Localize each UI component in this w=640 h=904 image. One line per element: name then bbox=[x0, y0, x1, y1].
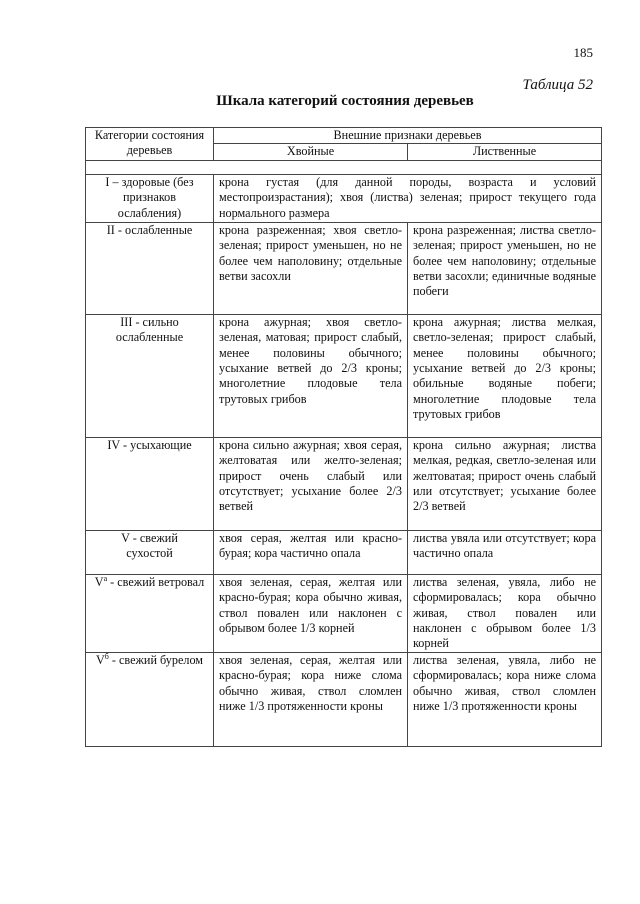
table-row bbox=[86, 574, 602, 652]
table-row bbox=[86, 222, 602, 314]
header-external-signs: Внешние признаки деревьев bbox=[214, 128, 602, 144]
coniferous-cell: хвоя зеленая, серая, желтая или красно-бурая; кора обычно живая, ствол повален или наклонен с обрывом более 1/3 корней bbox=[214, 574, 408, 652]
deciduous-cell: листва увяла или отсутствует; кора частично опала bbox=[408, 530, 602, 574]
category-cell bbox=[86, 574, 214, 652]
category-cell bbox=[86, 652, 214, 746]
coniferous-cell: крона сильно ажурная; хвоя серая, желтоватая или желто-зеленая; прирост очень слабый или отсутствует; усыхание более 2/3 ветвей bbox=[214, 437, 408, 530]
category-main: V - свежий bbox=[121, 530, 178, 545]
coniferous-cell: крона разреженная; хвоя светло-зеленая; прирост уменьшен, но не более чем наполовину; отдельные ветви засохли bbox=[214, 222, 408, 314]
category-main: V bbox=[95, 652, 105, 667]
category-main: V bbox=[94, 574, 104, 589]
category-superscript: а bbox=[103, 573, 108, 583]
header-category: Категории состояния деревьев bbox=[86, 128, 214, 161]
category-cell: IV - усыхающие bbox=[86, 437, 214, 530]
spacer-row bbox=[86, 160, 602, 174]
deciduous-cell: крона разреженная; листва светло-зеленая; прирост уменьшен, но не более чем наполовину; отдельные ветви засохли; единичные водяные побеги bbox=[408, 222, 602, 314]
signs-combined-cell: крона густая (для данной породы, возраста и условий местопроизрастания); хвоя (листва) зеленая; прирост текущего года нормального размера bbox=[214, 174, 602, 222]
header-coniferous: Хвойные bbox=[214, 144, 408, 160]
category-cell bbox=[86, 530, 214, 574]
table-row bbox=[86, 174, 602, 222]
condition-scale-table bbox=[85, 127, 602, 747]
table-caption: Таблица 52 bbox=[522, 77, 593, 93]
coniferous-cell: хвоя серая, желтая или красно-бурая; кора частично опала bbox=[214, 530, 408, 574]
category-cell: III - сильно ослабленные bbox=[86, 314, 214, 437]
deciduous-cell: крона ажурная; листва мелкая, светло-зеленая; прирост слабый, менее половины обычного; усыхание ветвей до 2/3 кроны; обильные водяные побеги; многолетние плодовые тела трутовых грибов bbox=[408, 314, 602, 437]
deciduous-cell: крона сильно ажурная; листва мелкая, редкая, светло-зеленая или желтоватая; прирост очень слабый или отсутствует; усыхание более 2/3 ветвей bbox=[408, 437, 602, 530]
category-cell: I – здоровые (без признаков ослабления) bbox=[86, 174, 214, 222]
table-row bbox=[86, 314, 602, 437]
table-row bbox=[86, 437, 602, 530]
table-row bbox=[86, 652, 602, 746]
table-title: Шкала категорий состояния деревьев bbox=[216, 93, 474, 109]
header-deciduous: Лиственные bbox=[408, 144, 602, 160]
category-rest: - свежий ветровал bbox=[107, 574, 205, 589]
page-number: 185 bbox=[573, 45, 593, 60]
header-row bbox=[86, 128, 602, 144]
category-superscript: б bbox=[104, 651, 109, 661]
category-rest: - свежий бурелом bbox=[108, 652, 204, 667]
table-row bbox=[86, 530, 602, 574]
deciduous-cell: листва зеленая, увяла, либо не сформировалась; кора обычно живая, ствол повален или наклонен с обрывом более 1/3 корней bbox=[408, 574, 602, 652]
coniferous-cell: крона ажурная; хвоя светло-зеленая, матовая; прирост слабый, менее половины обычного; усыхание ветвей до 2/3 кроны; многолетние плодовые тела трутовых грибов bbox=[214, 314, 408, 437]
category-cell: II - ослабленные bbox=[86, 222, 214, 314]
category-rest: сухостой bbox=[126, 546, 173, 561]
coniferous-cell: хвоя зеленая, серая, желтая или красно-бурая; кора ниже слома обычно живая, ствол сломлен ниже 1/3 протяженности кроны bbox=[214, 652, 408, 746]
deciduous-cell: листва зеленая, увяла, либо не сформировалась; кора ниже слома обычно живая, ствол сломлен ниже 1/3 протяженности кроны bbox=[408, 652, 602, 746]
